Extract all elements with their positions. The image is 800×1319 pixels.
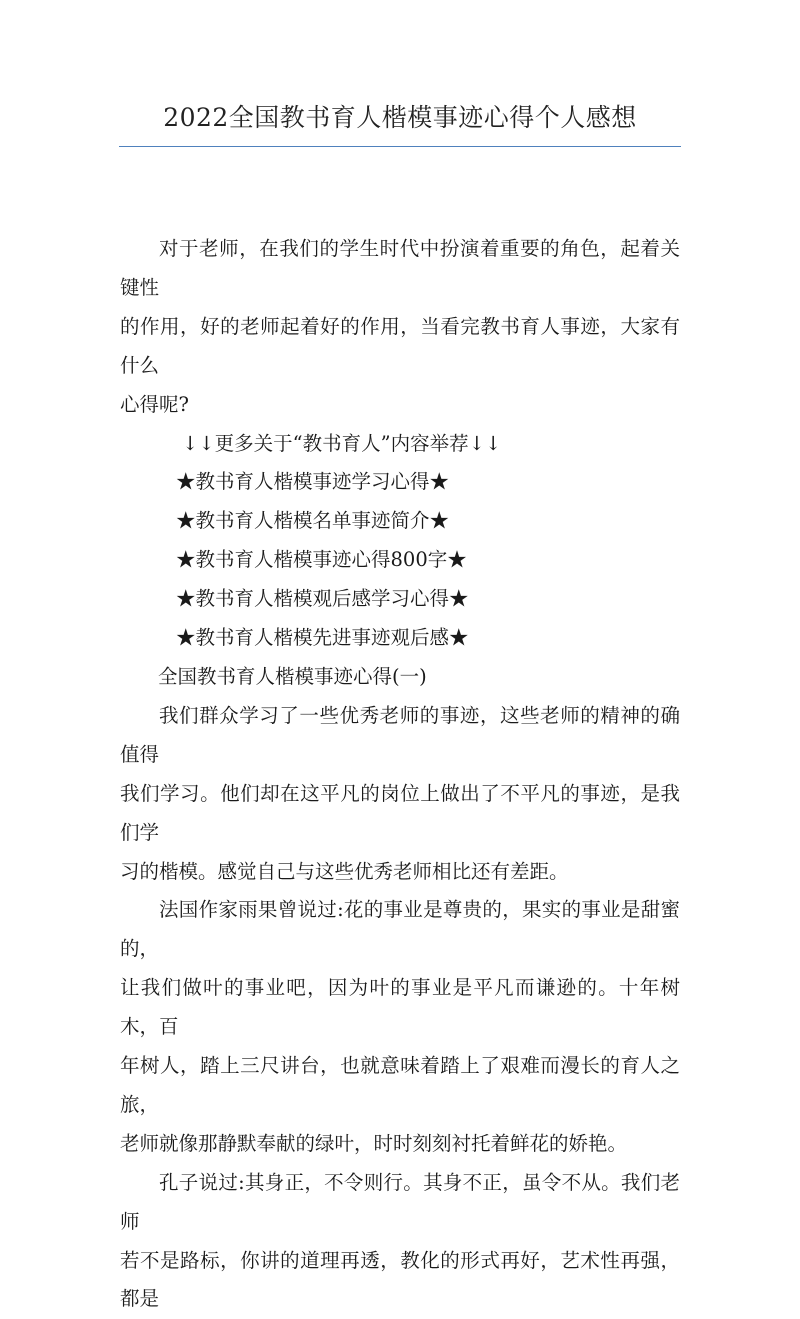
- paragraph-line: 习的楷模。感觉自己与这些优秀老师相比还有差距。: [120, 859, 569, 883]
- paragraph-line: 若不是路标，你讲的道理再透，教化的形式再好，艺术性再强，都是: [120, 1248, 680, 1311]
- paragraph-line: 孔子说过:其身正，不令则行。其身不正，虽令不从。我们老师: [120, 1170, 680, 1233]
- recommend-link-5[interactable]: ★教书育人楷模先进事迹观后感★: [176, 626, 469, 650]
- intro-line: 心得呢?: [120, 392, 189, 416]
- paragraph-line: 我们学习。他们却在这平凡的岗位上做出了不平凡的事迹，是我们学: [120, 781, 680, 844]
- recommend-link-1[interactable]: ★教书育人楷模事迹学习心得★: [176, 470, 450, 494]
- intro-line: 的作用，好的老师起着好的作用，当看完教书育人事迹，大家有什么: [120, 314, 680, 377]
- paragraph-line: 我们群众学习了一些优秀老师的事迹，这些老师的精神的确值得: [120, 703, 680, 766]
- paragraph-line: 年树人，踏上三尺讲台，也就意味着踏上了艰难而漫长的育人之旅，: [120, 1054, 680, 1116]
- document-body: [120, 230, 680, 1319]
- recommend-link-2[interactable]: ★教书育人楷模名单事迹简介★: [176, 509, 450, 533]
- recommend-link-3[interactable]: ★教书育人楷模事迹心得800字★: [176, 548, 467, 572]
- recommend-header: ↓↓更多关于“教书育人”内容举荐↓↓: [182, 431, 502, 455]
- recommend-link-4[interactable]: ★教书育人楷模观后感学习心得★: [176, 587, 469, 611]
- paragraph-line: 法国作家雨果曾说过:花的事业是尊贵的，果实的事业是甜蜜的，: [120, 898, 680, 961]
- intro-line: 对于老师，在我们的学生时代中扮演着重要的角色，起着关键性: [120, 237, 680, 299]
- document-title: 2022全国教书育人楷模事迹心得个人感想: [163, 103, 637, 132]
- paragraph-line: 让我们做叶的事业吧，因为叶的事业是平凡而谦逊的。十年树木，百: [120, 976, 680, 1039]
- section-heading: 全国教书育人楷模事迹心得(一): [158, 664, 427, 688]
- title-underline: [119, 146, 681, 147]
- paragraph-line: 老师就像那静默奉献的绿叶，时时刻刻衬托着鲜花的娇艳。: [120, 1131, 628, 1155]
